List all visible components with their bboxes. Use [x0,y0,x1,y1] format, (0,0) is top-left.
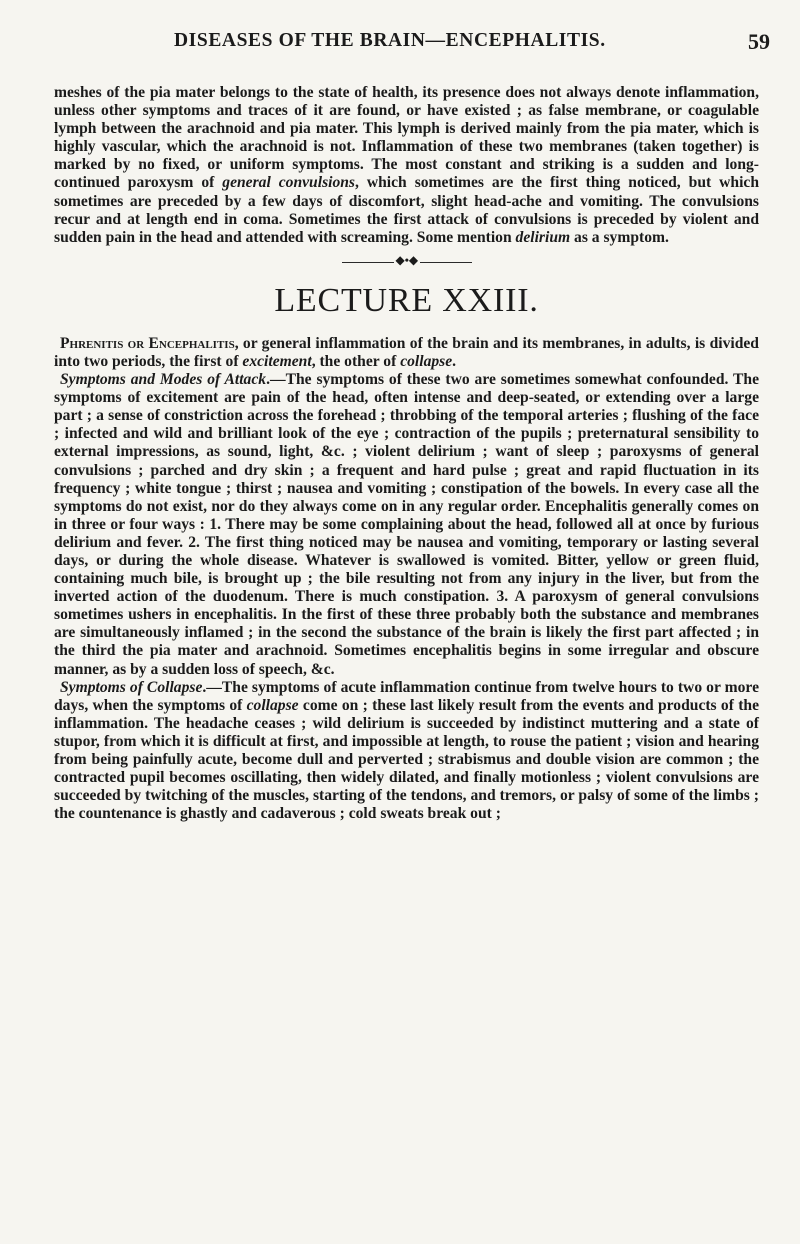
text-run: , or general inflammation of the brain and its membranes, in adults, is divided into two periods, the first of [54,334,759,370]
lecture-title: LECTURE XXIII. [274,281,539,319]
text-run: as a symptom. [570,228,669,246]
paragraph-symptoms-collapse [54,679,759,824]
italic-term: collapse [400,352,453,370]
text-run: .—The symptoms of these two are sometimes somewhat confounded. The symptoms of excitement are pain of the head, often intense and deep-seated, or extending over a large part ; a sense of constriction across the forehead ; throbbing of the temporal arteries ; flushing of the face ; infected and wild and brilliant look of the eye ; contraction of the pupils ; preternatural sensibility to external impressions, as sound, light, &c. ; violent delirium ; want of sleep ; paroxysms of general convulsions ; parched and dry skin ; a frequent and hard pulse ; great and rapid fluctuation in its frequency ; white tongue ; thirst ; nausea and vomiting ; constipation of the bowels. In every case all the symptoms do not exist, nor do they always come on in any regular order. Encephalitis generally comes on in three or four ways : 1. There may be some complaining about the head, followed all at once by furious delirium and fever. 2. The first thing noticed may be nausea and vomiting, temporary or lasting several days, or during the whole disease. Whatever is swallowed is vomited. Bitter, yellow or green fluid, containing much bile, is brought up ; the bile resulting not from any injury in the liver, but from the inverted action of the duodenum. There is much constipation. 3. A paroxysm of general convulsions sometimes ushers in encephalitis. In the first of these three probably both the substance and membranes are simultaneously inflamed ; in the second the substance of the brain is likely the first part affected ; in the third the pia mater and arachnoid. Sometimes encephalitis begins in some irregular and obscure manner, as by a sudden loss of speech, &c. [54,371,760,678]
body-text [54,84,759,823]
paragraph-symptoms-attack [54,371,759,679]
page-number: 59 [748,29,770,54]
small-caps-term: Phrenitis or Encephalitis [60,334,235,352]
text-run: , the other of [311,352,401,370]
text-run: . [452,352,457,370]
running-head [0,30,800,60]
text-run: , which sometimes are the first thing noticed, but which sometimes are preceded by a few days of discomfort, slight head-ache and vomiting. The convulsions recur and at length end in coma. Sometimes the first attack of convulsions is preceded by violent and sudden pain in the head and attended with screaming. Some mention [54,174,759,246]
italic-term: general convulsions [222,174,356,192]
text-run: come on ; these last likely result from the events and products of the inflammation. The headache ceases ; wild delirium is succeeded by indistinct muttering and a state of stupor, from which it is difficult at first, and impossible at length, to rouse the patient ; vision and hearing from being painfully acute, become dull and perverted ; strabismus and double vision are common ; the contracted pupil becomes oscillating, then widely dilated, and finally motionless ; violent convulsions are succeeded by twitching of the muscles, starting of the tendons, and tremors, or palsy of some of the limbs ; the countenance is ghastly and cadaverous ; cold sweats break out ; [54,696,759,823]
running-head-title: DISEASES OF THE BRAIN—ENCEPHALITIS. [174,30,606,51]
divider-ornament-icon: ◆•◆ [395,252,419,267]
section-divider [342,252,472,269]
italic-term: collapse [246,696,299,714]
paragraph-phrenitis [54,335,759,371]
italic-term: excitement [242,352,312,370]
section-heading: Symptoms and Modes of Attack [60,371,267,389]
text-run: meshes of the pia mater belongs to the state of health, its presence does not always denote inflammation, unless other symptoms and traces of it are found, or have existed ; as false membrane, or coagulable lymph between the arachnoid and pia mater. This lymph is derived mainly from the pia mater, which is highly vascular, which the arachnoid is not. Inflammation of these two membranes (taken together) is marked by no fixed, or uniform symptoms. The most constant and striking is a sudden and long-continued paroxysm of [54,84,759,192]
text-run: .—The symptoms of acute inflammation continue from twelve hours to two or more days, when the symptoms of [54,678,759,714]
divider-line-left [342,262,394,263]
intro-paragraph [54,84,759,247]
section-heading: Symptoms of Collapse [60,678,203,696]
divider-line-right [420,262,472,263]
italic-term: delirium [515,228,571,246]
